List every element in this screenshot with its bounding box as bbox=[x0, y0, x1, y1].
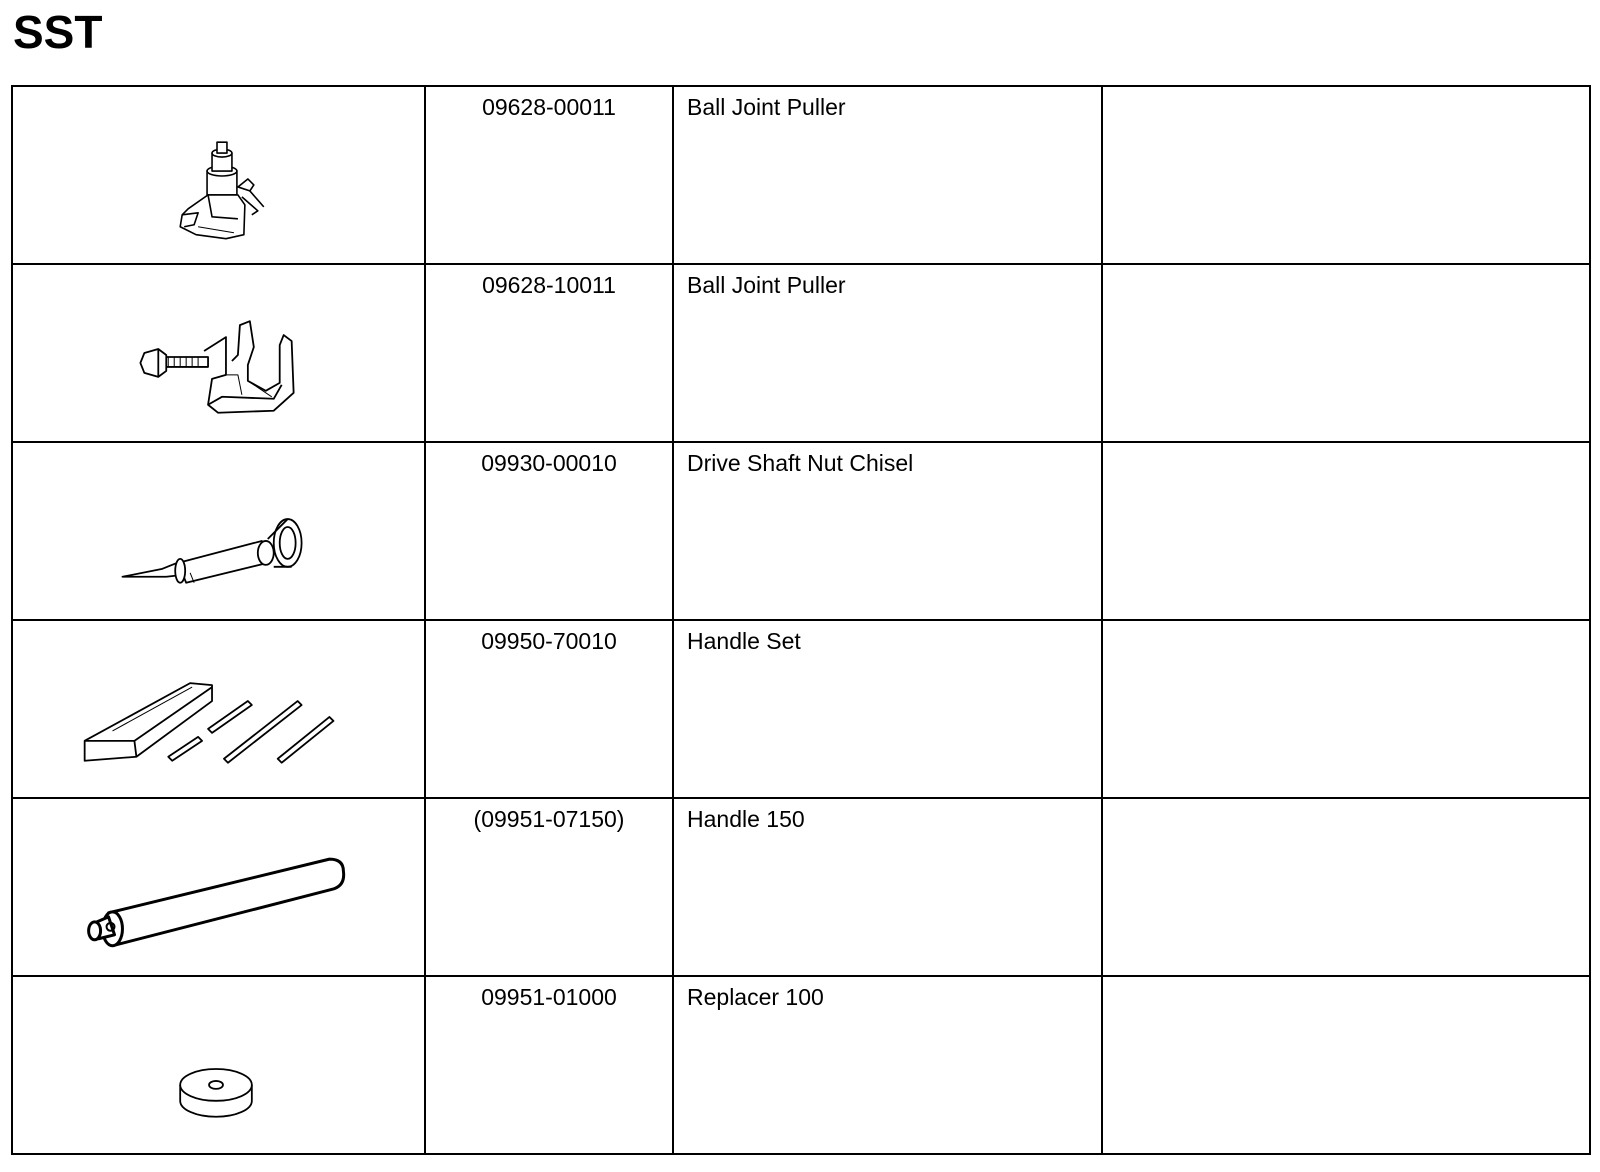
part-number: 09951-01000 bbox=[481, 984, 617, 1010]
note-cell bbox=[1102, 976, 1590, 1154]
table-row bbox=[12, 620, 1590, 798]
part-number: 09930-00010 bbox=[481, 450, 617, 476]
part-name: Ball Joint Puller bbox=[687, 272, 846, 298]
table-row bbox=[12, 976, 1590, 1154]
illustration-cell bbox=[12, 798, 425, 976]
note-cell bbox=[1102, 620, 1590, 798]
illustration-cell bbox=[12, 442, 425, 620]
ball-joint-puller-icon bbox=[13, 87, 424, 263]
table-row bbox=[12, 264, 1590, 442]
part-name-cell bbox=[673, 86, 1102, 264]
part-number-cell bbox=[425, 86, 673, 264]
part-number-cell bbox=[425, 264, 673, 442]
chisel-icon bbox=[13, 443, 424, 619]
part-number: 09950-70010 bbox=[481, 628, 617, 654]
note-cell bbox=[1102, 86, 1590, 264]
table-row bbox=[12, 86, 1590, 264]
illustration-cell bbox=[12, 86, 425, 264]
part-number-cell bbox=[425, 620, 673, 798]
part-name: Handle 150 bbox=[687, 806, 805, 832]
part-number-cell bbox=[425, 798, 673, 976]
part-name-cell bbox=[673, 976, 1102, 1154]
note-cell bbox=[1102, 798, 1590, 976]
part-name-cell bbox=[673, 264, 1102, 442]
part-name-cell bbox=[673, 442, 1102, 620]
part-number-cell bbox=[425, 442, 673, 620]
sst-table bbox=[11, 85, 1591, 1155]
ball-joint-puller-c-icon bbox=[13, 265, 424, 441]
handle-icon bbox=[13, 799, 424, 975]
part-number: 09628-00011 bbox=[482, 94, 616, 120]
illustration-cell bbox=[12, 620, 425, 798]
note-cell bbox=[1102, 264, 1590, 442]
illustration-cell bbox=[12, 976, 425, 1154]
note-cell bbox=[1102, 442, 1590, 620]
part-name: Ball Joint Puller bbox=[687, 94, 846, 120]
part-name: Handle Set bbox=[687, 628, 801, 654]
part-name: Drive Shaft Nut Chisel bbox=[687, 450, 914, 476]
part-name-cell bbox=[673, 620, 1102, 798]
part-number: 09628-10011 bbox=[482, 272, 616, 298]
part-name: Replacer 100 bbox=[687, 984, 824, 1010]
handle-set-icon bbox=[13, 621, 424, 797]
replacer-icon bbox=[13, 977, 424, 1153]
part-number: (09951-07150) bbox=[473, 806, 625, 832]
part-name-cell bbox=[673, 798, 1102, 976]
illustration-cell bbox=[12, 264, 425, 442]
page-title: SST bbox=[13, 6, 103, 58]
table-row bbox=[12, 798, 1590, 976]
part-number-cell bbox=[425, 976, 673, 1154]
table-row bbox=[12, 442, 1590, 620]
